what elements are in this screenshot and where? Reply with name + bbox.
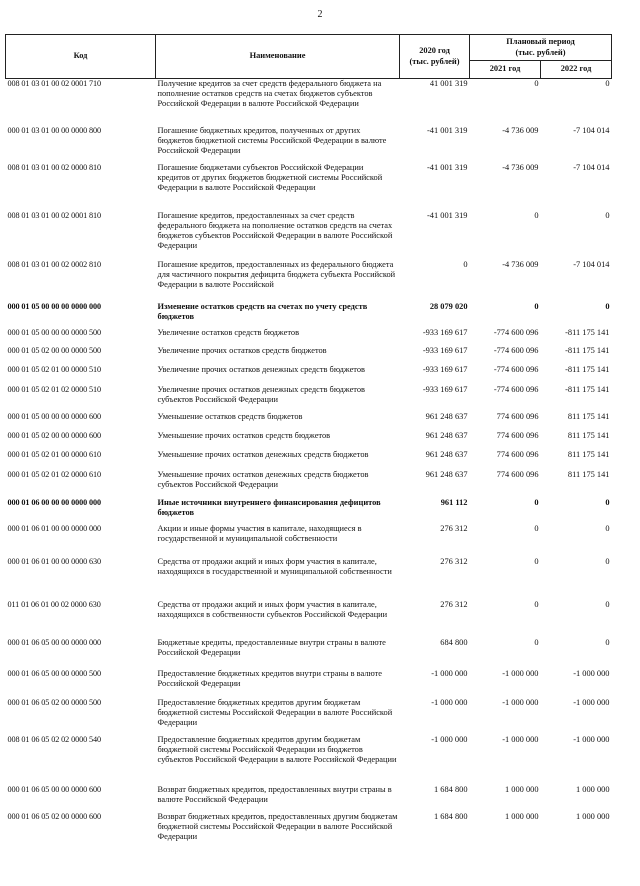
row-code: 008 01 03 01 00 02 0001 810 [7,210,102,220]
row-value-2022: 0 [605,301,610,311]
row-value-2020: -1 000 000 [431,734,468,744]
row-name: Увеличение прочих остатков средств бюджетов [157,345,327,355]
header-2021: 2021 год [470,61,541,79]
row-value-2022: -1 000 000 [573,668,610,678]
row-code: 000 01 05 00 00 00 0000 000 [7,301,102,311]
row-value-2021: 774 600 096 [496,411,539,421]
row-value-2021: 0 [534,523,539,533]
table-row [6,470,612,498]
row-name: Средства от продажи акций и иных форм участия в капитале, находящихся в собственности субъектов Российской Федерации [157,599,388,619]
table-row [6,260,612,302]
row-code: 000 01 05 02 01 02 0000 510 [7,384,102,394]
row-value-2021: -774 600 096 [493,327,539,337]
sources-financing-table [5,34,612,856]
row-value-2020: -1 000 000 [431,697,468,707]
row-value-2022: -811 175 141 [565,384,610,394]
row-name: Изменение остатков средств на счетах по учету средств бюджетов [157,301,368,321]
row-value-2021: 0 [534,79,539,88]
row-name: Увеличение прочих остатков денежных средств бюджетов [157,364,365,374]
row-value-2022: 0 [605,497,610,507]
row-value-2021: -774 600 096 [493,364,539,374]
row-name: Возврат бюджетных кредитов, предоставленных внутри страны в валюте Российской Федерации [157,784,392,804]
row-value-2020: -41 001 319 [427,125,468,135]
header-plan-unit: (тыс. рублей) [515,47,566,57]
row-name: Уменьшение прочих остатков средств бюджетов [157,430,331,440]
row-name: Получение кредитов за счет средств федерального бюджета на пополнение остатков средств на счетах бюджетов субъектов Российской Федерации в валюте Российской Федерации [157,79,382,109]
row-value-2021: -4 736 009 [502,125,539,135]
row-code: 000 01 06 05 02 00 0000 500 [7,697,102,707]
row-value-2020: -1 000 000 [431,668,468,678]
row-value-2022: -811 175 141 [565,364,610,374]
row-value-2021: 774 600 096 [496,469,539,479]
row-code: 000 01 06 05 00 00 0000 000 [7,637,102,647]
row-value-2021: 0 [534,497,539,507]
row-code: 000 01 06 01 00 00 0000 630 [7,556,102,566]
row-value-2020: 276 312 [440,599,468,609]
row-name: Предоставление бюджетных кредитов внутри страны в валюте Российской Федерации [157,668,383,688]
row-code: 000 01 06 05 00 00 0000 500 [7,668,102,678]
table-row [6,346,612,365]
row-value-2020: 684 800 [440,637,468,647]
row-value-2020: -41 001 319 [427,210,468,220]
row-code: 008 01 03 01 00 02 0000 810 [7,162,102,172]
table-row [6,557,612,600]
row-value-2021: -774 600 096 [493,345,539,355]
row-code: 008 01 03 01 00 02 0001 710 [7,79,102,88]
row-code: 011 01 06 01 00 02 0000 630 [7,599,101,609]
row-name: Погашение бюджетами субъектов Российской Федерации кредитов от других бюджетов бюджетной системы Российской Федерации в валюте Российской Федерации [157,162,383,192]
row-name: Уменьшение остатков средств бюджетов [157,411,303,421]
page-number: 2 [317,9,323,20]
row-code: 000 01 03 01 00 00 0000 800 [7,125,102,135]
row-code: 000 01 05 02 01 00 0000 610 [7,449,102,459]
header-plan-title: Плановый период [506,37,575,47]
row-value-2020: 28 079 020 [429,301,468,311]
header-code: Код [6,35,156,79]
row-code: 000 01 06 05 02 00 0000 600 [7,811,102,821]
row-value-2022: 0 [605,79,610,88]
row-code: 000 01 06 00 00 00 0000 000 [7,497,102,507]
row-value-2021: -4 736 009 [502,259,539,269]
table-row [6,524,612,557]
table-row [6,785,612,812]
table-row [6,126,612,163]
table-row [6,812,612,856]
row-value-2020: -933 169 617 [422,364,468,374]
row-value-2020: -933 169 617 [422,384,468,394]
row-value-2021: 0 [534,599,539,609]
row-name: Увеличение прочих остатков денежных средств бюджетов субъектов Российской Федерации [157,384,365,404]
row-name: Возврат бюджетных кредитов, предоставленных другим бюджетам бюджетной системы Российской Федерации в валюте Российской Федерации [157,811,398,841]
row-name: Увеличение остатков средств бюджетов [157,327,300,337]
row-value-2022: 0 [605,556,610,566]
row-name: Предоставление бюджетных кредитов другим бюджетам бюджетной системы Российской Федерации в валюте Российской Федерации [157,697,393,727]
table-row [6,385,612,412]
header-plan-period [470,35,612,61]
row-value-2022: 0 [605,637,610,647]
row-value-2020: 1 684 800 [434,784,468,794]
table-row [6,365,612,385]
table-row [6,328,612,346]
row-value-2022: 0 [605,210,610,220]
header-name: Наименование [156,35,400,79]
row-value-2022: -1 000 000 [573,734,610,744]
table-header [6,35,612,79]
table-body [6,79,612,856]
row-value-2020: -933 169 617 [422,345,468,355]
table-row [6,412,612,431]
row-code: 000 01 05 02 01 00 0000 510 [7,364,102,374]
row-value-2020: -41 001 319 [427,162,468,172]
row-name: Акции и иные формы участия в капитале, находящиеся в государственной и муниципальной собственности [157,523,362,543]
row-value-2021: 774 600 096 [496,430,539,440]
row-value-2022: -7 104 014 [573,162,610,172]
row-value-2021: 0 [534,637,539,647]
row-value-2022: -1 000 000 [573,697,610,707]
row-value-2021: 1 000 000 [505,811,539,821]
header-2020-unit: (тыс. рублей) [409,56,460,66]
row-value-2020: 41 001 319 [429,79,468,88]
row-value-2020: 0 [463,259,468,269]
row-value-2022: -811 175 141 [565,327,610,337]
row-value-2022: 1 000 000 [576,811,610,821]
row-value-2022: 0 [605,523,610,533]
row-name: Уменьшение прочих остатков денежных средств бюджетов [157,449,369,459]
table-row [6,431,612,450]
row-code: 000 01 05 02 00 00 0000 600 [7,430,102,440]
row-value-2020: 276 312 [440,523,468,533]
row-code: 008 01 03 01 00 02 0002 810 [7,259,102,269]
table-row [6,669,612,698]
table-row [6,450,612,470]
row-value-2020: 961 248 637 [425,411,468,421]
row-code: 000 01 05 02 00 00 0000 500 [7,345,102,355]
header-2020-year: 2020 год [419,46,450,56]
row-value-2020: 961 248 637 [425,469,468,479]
table-row [6,735,612,785]
row-value-2022: -7 104 014 [573,259,610,269]
table-row [6,698,612,735]
row-value-2020: 961 112 [440,497,468,507]
row-value-2022: 811 175 141 [567,430,610,440]
row-value-2021: 1 000 000 [505,784,539,794]
row-value-2020: 961 248 637 [425,449,468,459]
row-code: 000 01 05 02 01 02 0000 610 [7,469,102,479]
header-2020 [400,35,470,79]
row-value-2022: 811 175 141 [567,411,610,421]
row-value-2022: 811 175 141 [567,469,610,479]
row-value-2022: 1 000 000 [576,784,610,794]
row-code: 000 01 05 00 00 00 0000 500 [7,327,102,337]
table-row [6,163,612,211]
row-value-2021: -1 000 000 [502,734,539,744]
row-code: 000 01 06 05 00 00 0000 600 [7,784,102,794]
row-code: 000 01 05 00 00 00 0000 600 [7,411,102,421]
row-name: Уменьшение прочих остатков денежных средств бюджетов субъектов Российской Федерации [157,469,369,489]
row-value-2020: 961 248 637 [425,430,468,440]
row-value-2020: -933 169 617 [422,327,468,337]
row-name: Бюджетные кредиты, предоставленные внутри страны в валюте Российской Федерации [157,637,386,657]
row-value-2021: -4 736 009 [502,162,539,172]
row-value-2022: -811 175 141 [565,345,610,355]
row-value-2021: -1 000 000 [502,697,539,707]
row-value-2021: 0 [534,301,539,311]
table-row [6,79,612,126]
row-value-2021: -1 000 000 [502,668,539,678]
row-value-2020: 276 312 [440,556,468,566]
row-value-2020: 1 684 800 [434,811,468,821]
table-row [6,302,612,328]
row-code: 000 01 06 01 00 00 0000 000 [7,523,102,533]
row-code: 008 01 06 05 02 02 0000 540 [7,734,102,744]
row-value-2022: -7 104 014 [573,125,610,135]
row-name: Предоставление бюджетных кредитов другим бюджетам бюджетной системы Российской Федерации из бюджетов субъектов Российской Федерации в валюте Российской Федерации [157,734,397,764]
table-row [6,638,612,669]
table-row [6,600,612,638]
row-value-2021: 774 600 096 [496,449,539,459]
row-name: Погашение кредитов, предоставленных за счет средств федерального бюджета на пополнение остатков средств на счетах бюджетов субъектов Российской Федерации в валюте Российской Федерации [157,210,393,250]
row-name: Погашение кредитов, предоставленных из федерального бюджета для частичного покрытия дефицита бюджета субъекта Российской Федерации в валюте Российской [157,259,396,289]
row-name: Иные источники внутреннего финансирования дефицитов бюджетов [157,497,381,517]
table-row [6,211,612,260]
row-value-2022: 811 175 141 [567,449,610,459]
table-row [6,498,612,524]
row-name: Средства от продажи акций и иных форм участия в капитале, находящихся в государственной и муниципальной собственности [157,556,392,576]
row-value-2021: 0 [534,556,539,566]
header-2022: 2022 год [541,61,612,79]
row-name: Погашение бюджетных кредитов, полученных от других бюджетов бюджетной системы Российской Федерации в валюте Российской Федерации [157,125,387,155]
row-value-2022: 0 [605,599,610,609]
row-value-2021: 0 [534,210,539,220]
row-value-2021: -774 600 096 [493,384,539,394]
